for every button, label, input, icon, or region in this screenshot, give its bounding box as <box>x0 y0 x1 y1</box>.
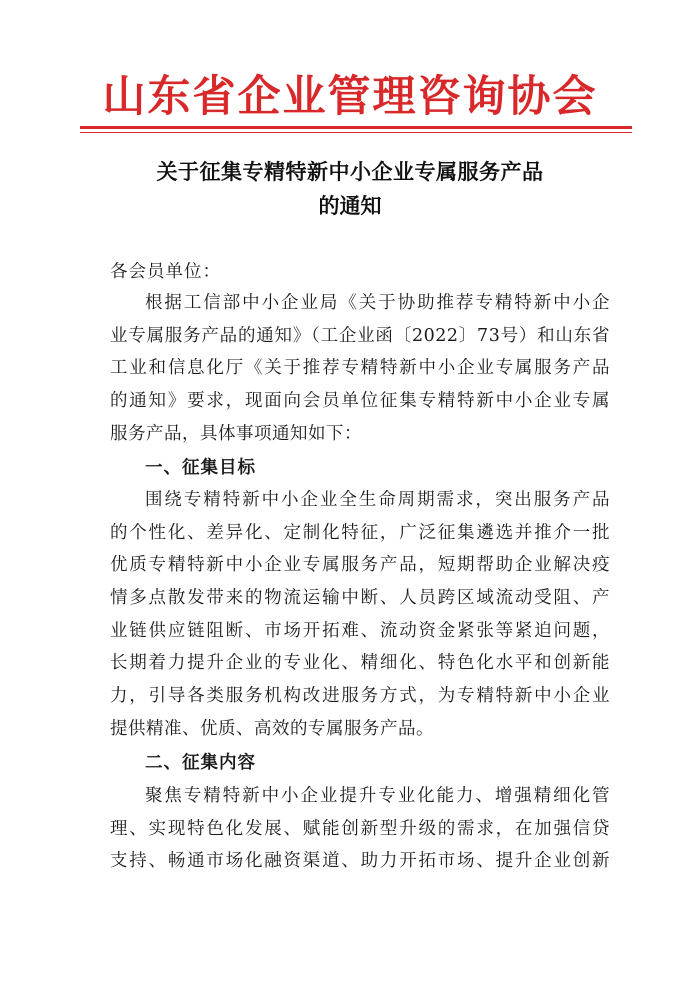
letterhead-org-name: 山东省企业管理咨询协会 <box>102 72 598 122</box>
section-1-line: 的个性化、差异化、定制化特征，广泛征集遴选并推介一批 <box>110 522 610 543</box>
section-1-line: 情多点散发带来的物流运输中断、人员跨区域流动受阻、产 <box>110 588 610 609</box>
section-1-paragraph <box>110 484 610 746</box>
section-1-line: 力，引导各类服务机构改进服务方式，为专精特新中小企业 <box>110 686 610 707</box>
document-title-line-2: 的通知 <box>318 194 382 218</box>
section-2-paragraph <box>110 780 610 878</box>
section-1-line: 长期着力提升企业的专业化、精细化、特色化水平和创新能 <box>110 653 610 674</box>
intro-line: 服务产品，具体事项通知如下： <box>110 423 362 444</box>
intro-line: 根据工信部中小企业局《关于协助推荐专精特新中小企 <box>145 293 610 313</box>
section-1-line: 围绕专精特新中小企业全生命周期需求，突出服务产品 <box>145 490 610 510</box>
section-2-line: 理、实现特色化发展、赋能创新型升级的需求，在加强信贷 <box>110 818 610 839</box>
letterhead-rule-thin <box>80 132 632 133</box>
intro-line: 工业和信息化厅《关于推荐专精特新中小企业专属服务产品 <box>110 358 610 379</box>
letterhead-rule-thick <box>80 126 632 129</box>
section-1-heading: 一、征集目标 <box>145 458 256 478</box>
section-1-line: 优质专精特新中小企业专属服务产品，短期帮助企业解决疫 <box>110 555 610 576</box>
section-2-line: 聚焦专精特新中小企业提升专业化能力、增强精细化管 <box>145 786 610 806</box>
section-2-heading: 二、征集内容 <box>145 753 256 773</box>
intro-paragraph <box>110 287 610 450</box>
intro-line: 业专属服务产品的通知》（工企业函〔2022〕73号）和山东省 <box>110 325 610 346</box>
intro-line: 的通知》要求，现面向会员单位征集专精特新中小企业专属 <box>110 391 610 412</box>
section-1-line: 业链供应链阻断、市场开拓难、流动资金紧张等紧迫问题， <box>110 620 610 641</box>
section-2-line: 支持、畅通市场化融资渠道、助力开拓市场、提升企业创新 <box>110 851 610 872</box>
salutation: 各会员单位： <box>110 262 221 282</box>
document-title-line-1: 关于征集专精特新中小企业专属服务产品 <box>156 160 544 184</box>
section-1-line: 提供精准、优质、高效的专属服务产品。 <box>110 718 434 739</box>
